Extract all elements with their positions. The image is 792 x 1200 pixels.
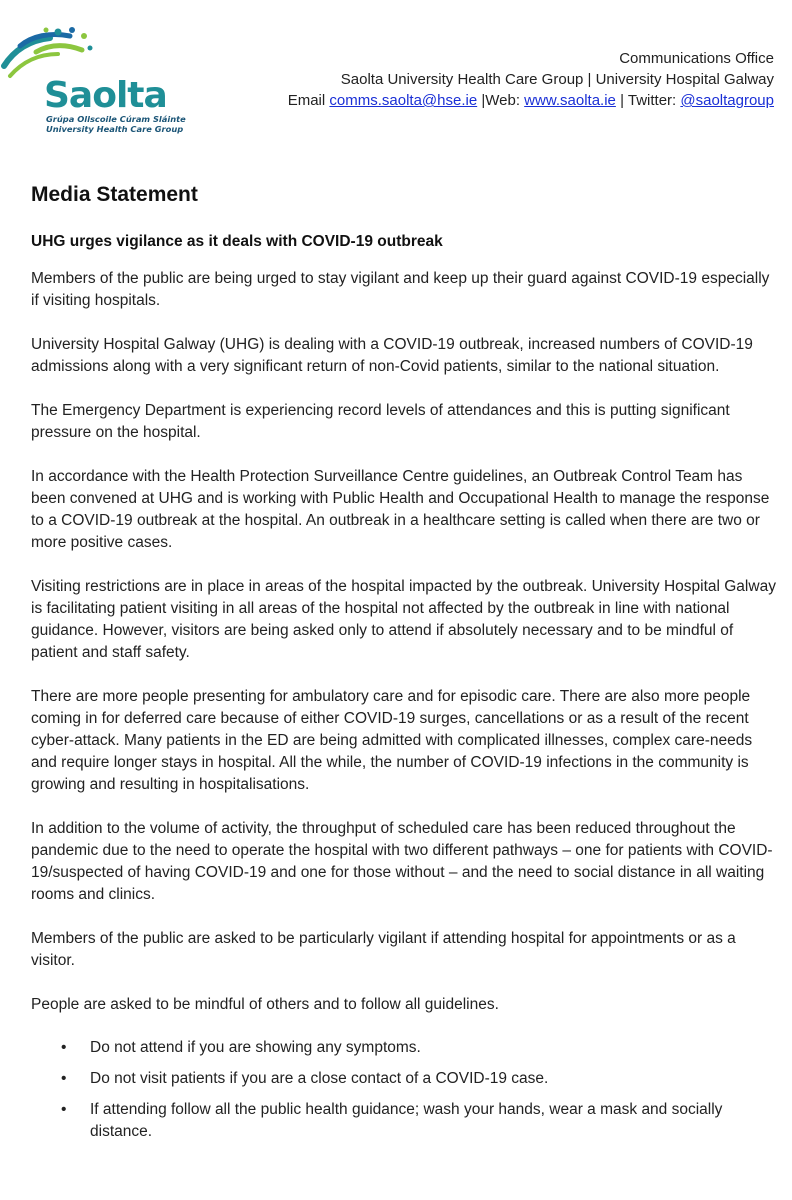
paragraph: The Emergency Department is experiencing record levels of attendances and this is putting significant pressure on the hospital. bbox=[31, 402, 730, 441]
bullet-icon: • bbox=[61, 1039, 67, 1056]
paragraph: In accordance with the Health Protection Surveillance Centre guidelines, an Outbreak Control Team has been convened at UHG and is working with Public Health and Occupational Health to manage the response to a COVID-19 outbreak at the hospital. An outbreak in a healthcare setting is called when there are two or more positive cases. bbox=[31, 468, 770, 551]
header-office: Communications Office bbox=[619, 50, 774, 67]
bullet-icon: • bbox=[61, 1070, 67, 1087]
email-link[interactable]: comms.saolta@hse.ie bbox=[329, 92, 478, 109]
twitter-link[interactable]: @saoltagroup bbox=[680, 92, 774, 109]
header-contacts bbox=[288, 90, 774, 111]
web-link[interactable]: www.saolta.ie bbox=[524, 92, 616, 109]
list-item-text: Do not attend if you are showing any symptoms. bbox=[90, 1039, 421, 1056]
list-item-text: If attending follow all the public health guidance; wash your hands, wear a mask and socially distance. bbox=[90, 1101, 723, 1140]
list-item bbox=[31, 1037, 776, 1059]
bullet-icon: • bbox=[61, 1101, 67, 1118]
contact-header bbox=[288, 48, 774, 111]
twitter-label: | Twitter: bbox=[620, 92, 677, 109]
list-item-text: Do not visit patients if you are a close contact of a COVID-19 case. bbox=[90, 1070, 549, 1087]
paragraph: Visiting restrictions are in place in areas of the hospital impacted by the outbreak. University Hospital Galway is facilitating patient visiting in all areas of the hospital not affected by the outbreak in line with national guidance. However, visitors are being asked only to attend if absolutely necessary and to be mindful of patient and staff safety. bbox=[31, 578, 776, 661]
list-item bbox=[31, 1099, 776, 1143]
header-organisation: Saolta University Health Care Group | University Hospital Galway bbox=[340, 71, 774, 88]
paragraph: University Hospital Galway (UHG) is dealing with a COVID-19 outbreak, increased numbers of COVID-19 admissions along with a very significant return of non-Covid patients, similar to the national situation. bbox=[31, 336, 753, 375]
statement-body bbox=[31, 180, 776, 1152]
paragraph: Members of the public are asked to be particularly vigilant if attending hospital for appointments or as a visitor. bbox=[31, 930, 736, 969]
web-label: |Web: bbox=[481, 92, 520, 109]
paragraph: Members of the public are being urged to stay vigilant and keep up their guard against COVID-19 especially if visiting hospitals. bbox=[31, 270, 770, 309]
saolta-logo bbox=[0, 26, 186, 136]
guidance-list bbox=[31, 1037, 776, 1143]
list-item bbox=[31, 1068, 776, 1090]
email-label: Email bbox=[287, 92, 326, 109]
paragraph: In addition to the volume of activity, the throughput of scheduled care has been reduced throughout the pandemic due to the need to operate the hospital with two different pathways – one for patients with COVID-19/suspected of having COVID-19 and one for those without – and the need to social distance in all waiting rooms and clinics. bbox=[31, 820, 773, 903]
logo-subtitle-english: University Health Care Group bbox=[46, 124, 184, 134]
document-title: Media Statement bbox=[31, 183, 198, 206]
headline: UHG urges vigilance as it deals with COVID-19 outbreak bbox=[31, 233, 443, 250]
paragraph: People are asked to be mindful of others and to follow all guidelines. bbox=[31, 996, 499, 1013]
paragraph: There are more people presenting for ambulatory care and for episodic care. There are also more people coming in for deferred care because of either COVID-19 surges, cancellations or as a result of the recent cyber-attack. Many patients in the ED are being admitted with complicated illnesses, complex care-needs and require longer stays in hospital. All the while, the number of COVID-19 infections in the community is growing and resulting in hospitalisations. bbox=[31, 688, 753, 793]
logo-wordmark: Saolta bbox=[44, 75, 167, 116]
logo-subtitle-irish: Grúpa Ollscoile Cúram Sláinte bbox=[46, 114, 186, 124]
